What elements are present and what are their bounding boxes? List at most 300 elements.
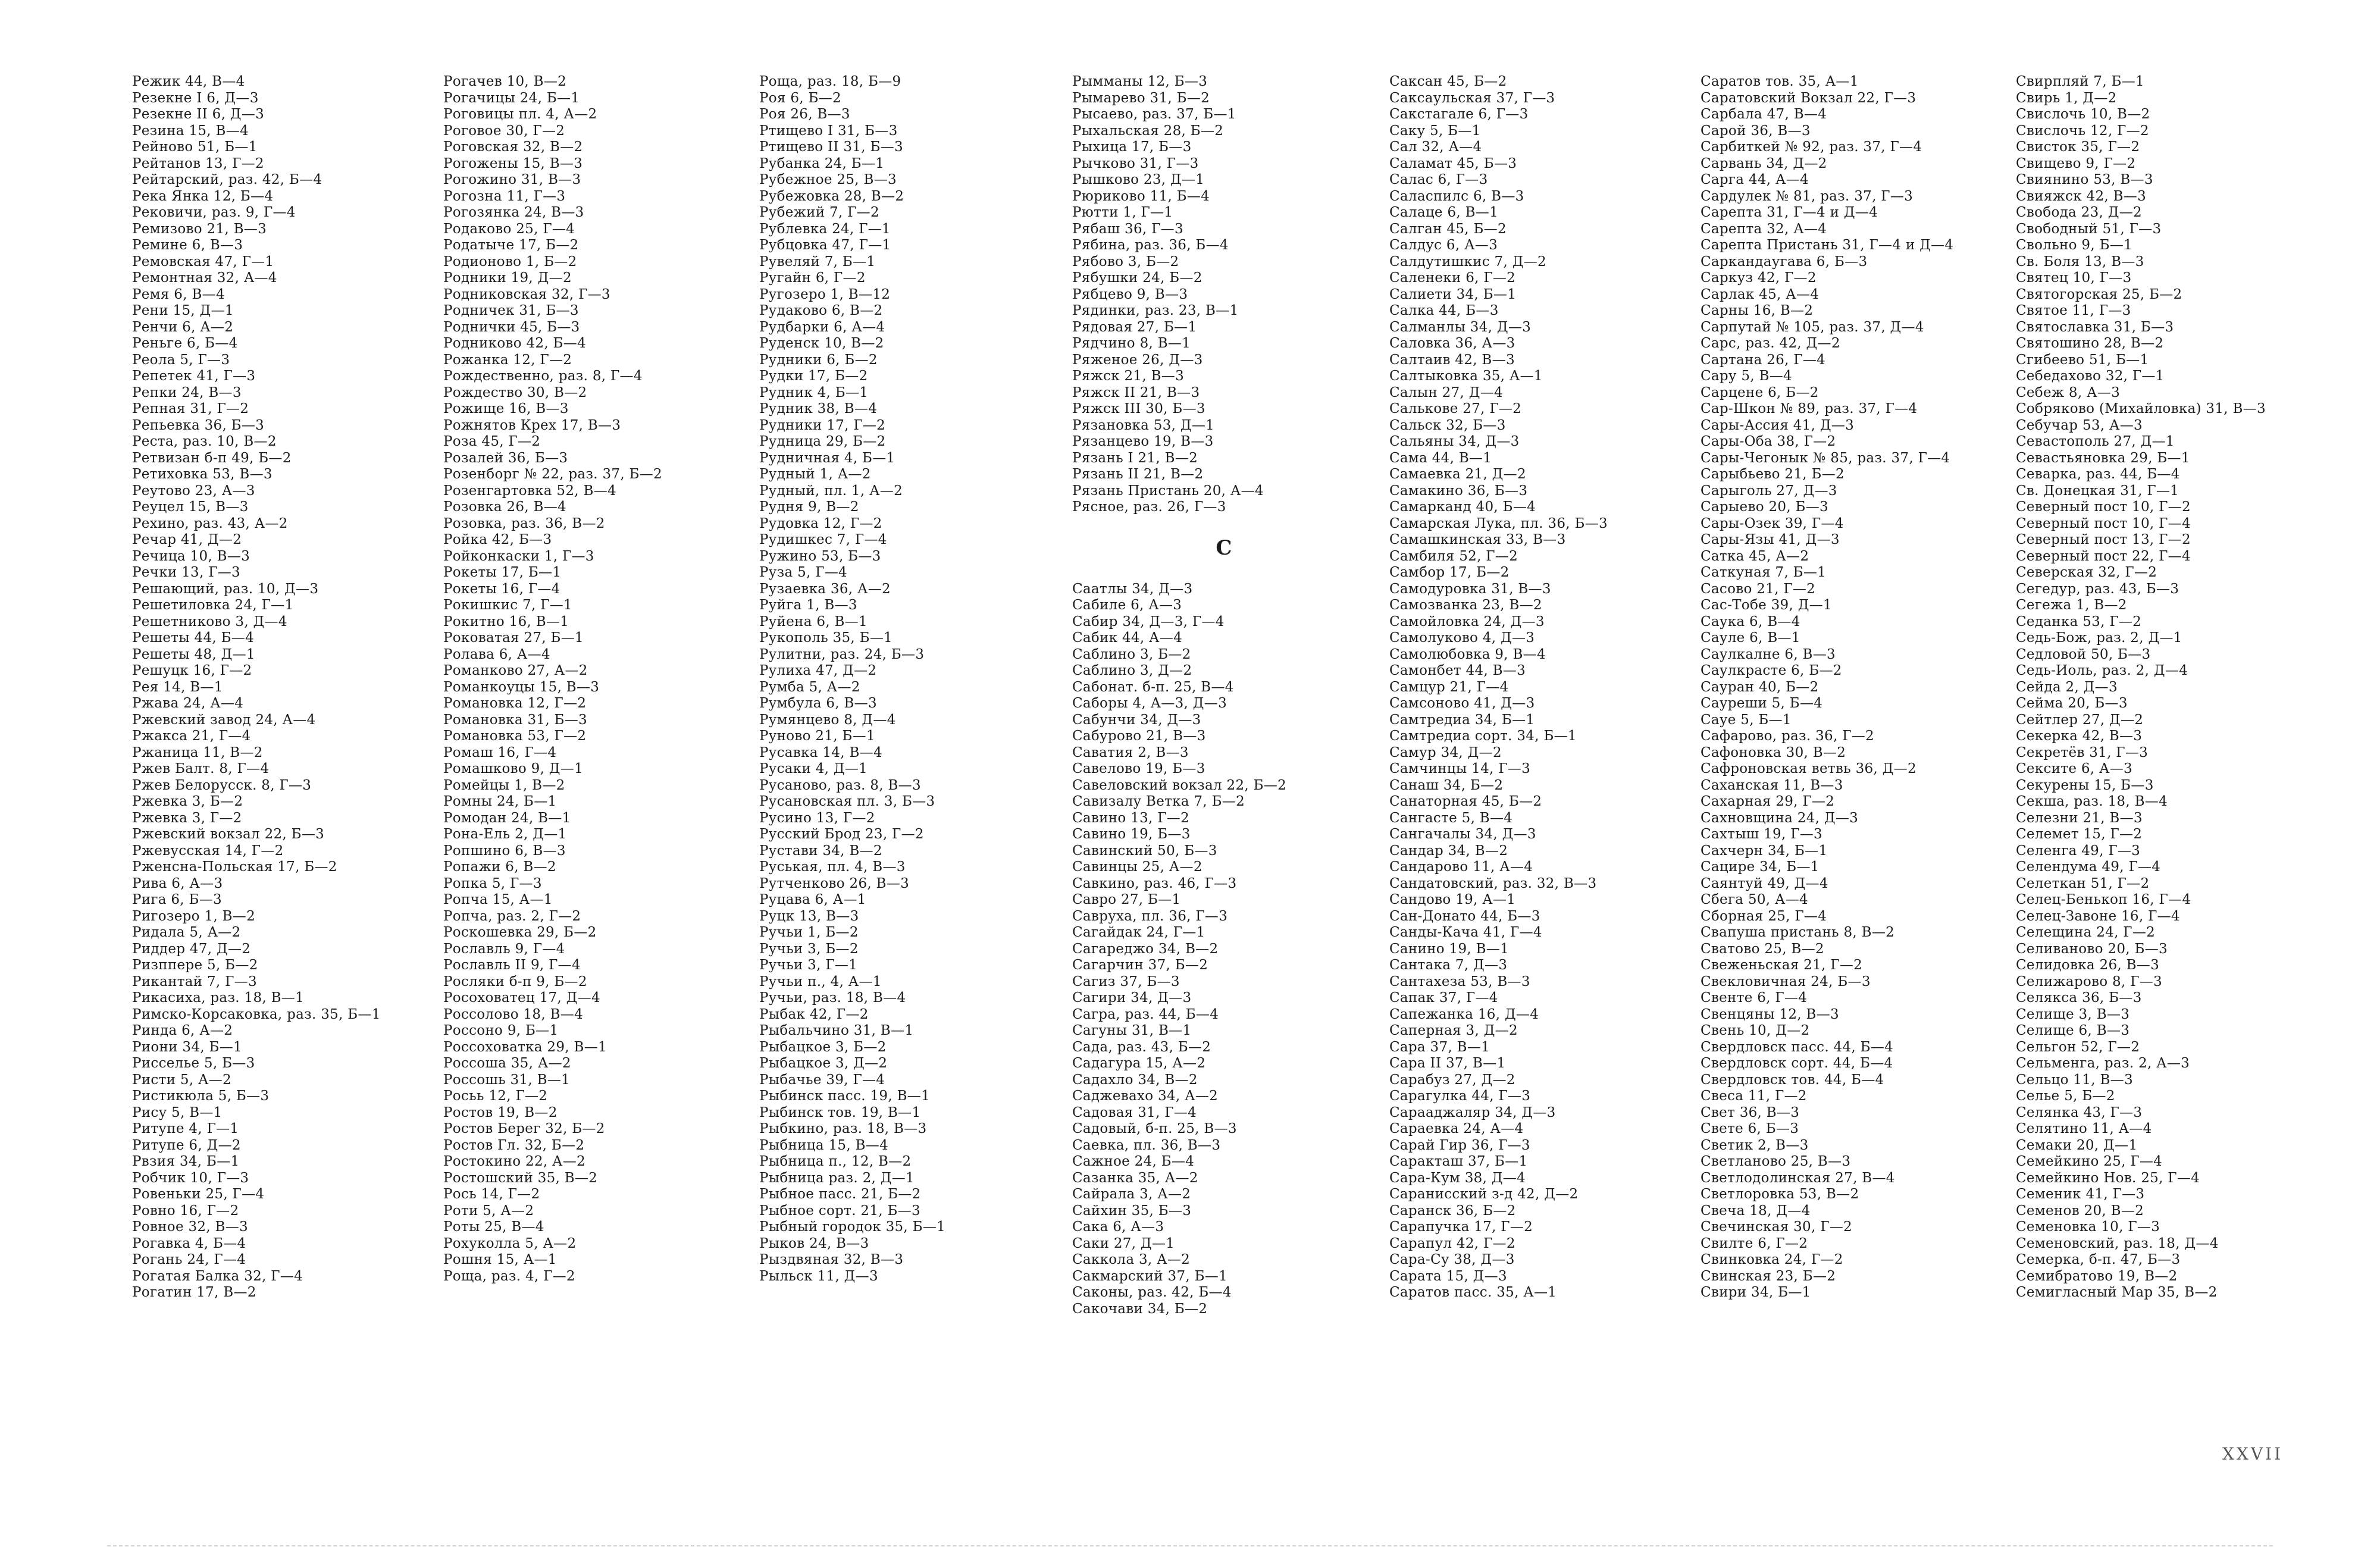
index-entry: Рыбный городок 35, Б—1 (759, 1219, 946, 1235)
index-entry: Рыхица 17, Б—3 (1072, 139, 1192, 155)
index-entry: Русино 13, Г—2 (759, 810, 875, 826)
index-entry: Северный пост 13, Г—2 (2016, 532, 2191, 547)
index-entry: Сельменга, раз. 2, А—3 (2016, 1056, 2190, 1071)
index-entry: Селиваново 20, Б—3 (2016, 941, 2168, 957)
index-entry: Свет 36, В—3 (1701, 1104, 1800, 1120)
index-entry: Сагайдак 24, Г—1 (1072, 925, 1205, 940)
index-entry: Решеты 48, Д—1 (132, 646, 255, 662)
index-entry: Сара II 37, В—1 (1389, 1056, 1506, 1071)
index-entry: Санаторная 45, Б—2 (1389, 794, 1542, 809)
index-entry: Розовка, раз. 36, В—2 (443, 515, 605, 531)
index-entry: Савизалу Ветка 7, Б—2 (1072, 794, 1245, 809)
index-entry: Рженсна-Польская 17, Б—2 (132, 859, 337, 875)
index-entry: Резекне II 6, Д—3 (132, 107, 265, 122)
index-entry: Свилте 6, Г—2 (1701, 1235, 1808, 1251)
index-entry: Ристикюла 5, Б—3 (132, 1088, 270, 1104)
index-entry: Свете 6, Б—3 (1701, 1121, 1799, 1136)
index-entry: Ростов Гл. 32, Б—2 (443, 1137, 585, 1153)
index-entry: Сакколa 3, А—2 (1072, 1252, 1191, 1267)
index-entry: Сатка 45, А—2 (1701, 548, 1809, 564)
index-entry: Селендума 49, Г—4 (2016, 859, 2161, 875)
index-entry: Свири 34, Б—1 (1701, 1285, 1811, 1300)
index-entry: Рубежий 7, Г—2 (759, 205, 879, 220)
index-entry: Свердловск тов. 44, Б—4 (1701, 1072, 1884, 1088)
index-entry: Рогожино 31, В—3 (443, 172, 581, 187)
index-entry: Сарбала 47, В—4 (1701, 107, 1827, 122)
index-entry: Сексите 6, А—3 (2016, 761, 2132, 776)
index-entry: Рязанцево 19, В—3 (1072, 434, 1214, 449)
index-entry: Саянтуй 49, Д—4 (1701, 875, 1828, 891)
index-entry: Рустави 34, В—2 (759, 843, 882, 859)
index-entry: Рудишкес 7, Г—4 (759, 532, 887, 547)
index-entry: Рябушки 24, Б—2 (1072, 270, 1202, 286)
index-entry: Рогань 24, Г—4 (132, 1252, 246, 1267)
index-entry: Рукополь 35, Б—1 (759, 630, 893, 646)
index-entry: Салас 6, Г—3 (1389, 172, 1488, 187)
index-entry: Самашкинская 33, В—3 (1389, 532, 1566, 547)
section-gap (1072, 516, 1376, 533)
index-entry: Рона-Ель 2, Д—1 (443, 826, 567, 842)
index-entry: Сарбиткей № 92, раз. 37, Г—4 (1701, 139, 1922, 155)
index-entry: Ровно 16, Г—2 (132, 1203, 239, 1219)
index-entry: Резекне I 6, Д—3 (132, 90, 259, 106)
index-entry: Сантахеза 53, В—3 (1389, 973, 1530, 990)
index-entry: Рогачев 10, В—2 (443, 74, 567, 89)
index-entry: Рохуколла 5, А—2 (443, 1235, 577, 1251)
index-entry: Садовый, б-п. 25, В—3 (1072, 1121, 1237, 1136)
index-entry: Ручьи, раз. 18, В—4 (759, 990, 906, 1006)
index-entry: Селище 3, В—3 (2016, 1006, 2130, 1022)
index-entry: Рогачицы 24, Б—1 (443, 90, 580, 106)
index-entry: Рейново 51, Б—1 (132, 139, 258, 155)
index-entry: Сарыбьево 21, Б—2 (1701, 466, 1844, 482)
index-entry: Рыбница п., 12, В—2 (759, 1154, 912, 1169)
index-entry: Рехино, раз. 43, А—2 (132, 515, 288, 531)
index-entry: Св. Донецкая 31, Г—1 (2016, 483, 2179, 499)
index-entry: Санаш 34, Б—2 (1389, 777, 1504, 793)
index-entry: Рысаево, раз. 37, Б—1 (1072, 107, 1236, 122)
index-entry: Сарепта 32, А—4 (1701, 221, 1827, 237)
index-entry: Ритупе 6, Д—2 (132, 1137, 241, 1153)
index-entry: Сарай Гир 36, Г—3 (1389, 1137, 1530, 1153)
index-entry: Селятино 11, А—4 (2016, 1121, 2152, 1136)
index-entry: Рвзия 34, Б—1 (132, 1154, 240, 1169)
index-entry: Савино 19, Б—3 (1072, 826, 1191, 842)
index-entry: Саленеки 6, Г—2 (1389, 270, 1516, 286)
index-entry: Риддер 47, Д—2 (132, 941, 251, 957)
index-entry: Рославль II 9, Г—4 (443, 957, 581, 973)
index-entry: Сара 37, В—1 (1389, 1039, 1490, 1055)
index-entry: Свердловск сорт. 44, Б—4 (1701, 1056, 1893, 1071)
index-entry: Ройка 42, Б—3 (443, 532, 552, 547)
index-entry: Ростокино 22, А—2 (443, 1154, 586, 1169)
index-entry: Себеж 8, А—3 (2016, 384, 2121, 400)
index-entry: Самодуровка 31, В—3 (1389, 581, 1551, 597)
index-entry: Сарагулка 44, Г—3 (1389, 1088, 1531, 1104)
index-entry: Роговицы пл. 4, А—2 (443, 107, 597, 122)
index-entry: Собряково (Михайловка) 31, В—3 (2016, 401, 2266, 417)
index-entry: Родниково 42, Б—4 (443, 336, 586, 351)
index-entry: Седь-Бож, раз. 2, Д—1 (2016, 630, 2182, 646)
index-entry: Самаевка 21, Д—2 (1389, 466, 1526, 482)
index-entry: Салдутишкис 7, Д—2 (1389, 253, 1546, 270)
index-entry: Сборная 25, Г—4 (1701, 908, 1827, 924)
index-entry: Семеновский, раз. 18, Д—4 (2016, 1235, 2219, 1251)
index-entry: Саласпилс 6, В—3 (1389, 188, 1524, 204)
index-entry: Сандово 19, А—1 (1389, 892, 1516, 907)
index-entry: Свеженьская 21, Г—2 (1701, 957, 1863, 973)
index-entry: Самсоново 41, Д—3 (1389, 696, 1535, 711)
index-entry: Рыбацкое 3, Д—2 (759, 1056, 888, 1071)
index-entry: Сазанка 35, А—2 (1072, 1170, 1198, 1186)
index-entry: Решающий, раз. 10, Д—3 (132, 581, 319, 597)
index-entry: Сейда 2, Д—3 (2016, 679, 2118, 695)
index-entry: Роскошевка 29, Б—2 (443, 925, 597, 940)
index-entry: Роя 26, В—3 (759, 107, 850, 122)
index-entry: Сауе 5, Б—1 (1701, 712, 1792, 728)
index-entry: Ристи 5, А—2 (132, 1072, 231, 1088)
index-entry: Рокитно 16, В—1 (443, 613, 569, 630)
index-entry: Ржевка 3, Г—2 (132, 810, 242, 826)
index-entry: Свинская 23, Б—2 (1701, 1268, 1836, 1284)
index-entry: Седь-Иоль, раз. 2, Д—4 (2016, 663, 2188, 678)
index-entry: Саратов пасс. 35, А—1 (1389, 1285, 1557, 1300)
index-entry: Ржевка 3, Б—2 (132, 794, 243, 809)
index-entry: Секша, раз. 18, В—4 (2016, 794, 2168, 809)
index-entry: Рокеты 16, Г—4 (443, 581, 560, 597)
index-entry: Сарепта 31, Г—4 и Д—4 (1701, 205, 1878, 220)
index-entry: Сахновщина 24, Д—3 (1701, 810, 1859, 826)
index-entry: Свияжск 42, В—3 (2016, 188, 2147, 204)
index-entry: Рувеляй 7, Б—1 (759, 253, 876, 270)
index-entry: Свольно 9, Б—1 (2016, 237, 2133, 253)
index-entry: Саблино 3, Б—2 (1072, 646, 1191, 662)
index-entry: Розовка 26, В—4 (443, 499, 566, 515)
index-entry: Сажное 24, Б—4 (1072, 1154, 1195, 1169)
index-entry: Рубежное 25, В—3 (759, 172, 897, 187)
index-entry: Селякса 36, Б—3 (2016, 990, 2142, 1006)
index-entry: Свекловичная 24, Б—3 (1701, 973, 1871, 990)
index-entry: Ростошский 35, В—2 (443, 1170, 598, 1186)
index-entry: Ржев Белорусск. 8, Г—3 (132, 777, 312, 793)
index-entry: Сальск 32, Б—3 (1389, 417, 1506, 433)
index-entry: Родничек 31, Б—3 (443, 303, 579, 318)
index-entry: Рубанка 24, Б—1 (759, 155, 885, 171)
index-entry: Сангасте 5, В—4 (1389, 810, 1513, 826)
index-entry: Розенгартовка 52, В—4 (443, 483, 616, 499)
index-entry: Саранисский з-д 42, Д—2 (1389, 1186, 1579, 1202)
index-entry: Сарны 16, В—2 (1701, 303, 1814, 318)
index-entry: Сахтыш 19, Г—3 (1701, 826, 1822, 842)
index-entry: Семенов 20, В—2 (2016, 1203, 2144, 1219)
index-entry: Селезни 21, В—3 (2016, 810, 2143, 826)
index-entry: Ромны 24, Б—1 (443, 794, 557, 809)
index-entry: Речар 41, Д—2 (132, 532, 242, 547)
index-entry: Савро 27, Б—1 (1072, 892, 1181, 907)
index-entry: Рива 6, А—3 (132, 875, 223, 891)
index-entry: Русский Брод 23, Г—2 (759, 826, 924, 842)
index-entry: Рославль 9, Г—4 (443, 941, 565, 957)
index-entry: Рыбальчино 31, В—1 (759, 1023, 914, 1038)
index-entry: Сабонат. б-п. 25, В—4 (1072, 679, 1234, 695)
index-entry: Ринда 6, А—2 (132, 1023, 233, 1038)
index-entry: Рени 15, Д—1 (132, 303, 234, 318)
index-entry: Сафоновка 30, В—2 (1701, 744, 1846, 760)
index-entry: Речица 10, В—3 (132, 548, 250, 564)
index-entry: Семигласный Мар 35, В—2 (2016, 1285, 2218, 1300)
index-entry: Себучар 53, А—3 (2016, 417, 2143, 433)
index-entry: Сапежанка 16, Д—4 (1389, 1006, 1539, 1022)
index-entry: Северный пост 22, Г—4 (2016, 548, 2191, 564)
index-entry: Сгибеево 51, Б—1 (2016, 352, 2149, 368)
index-entry: Рымарево 31, Б—2 (1072, 90, 1210, 106)
index-column-2 (443, 74, 747, 1285)
index-entry: Рышково 23, Д—1 (1072, 172, 1205, 187)
index-entry: Роща, раз. 18, Б—9 (759, 74, 901, 89)
index-entry: Рыльск 11, Д—3 (759, 1268, 878, 1284)
index-entry: Самбор 17, Б—2 (1389, 565, 1510, 580)
index-entry: Русановская пл. 3, Б—3 (759, 794, 935, 809)
index-entry: Савкино, раз. 46, Г—3 (1072, 875, 1237, 891)
index-entry: Ропка 5, Г—3 (443, 875, 542, 891)
index-entry: Сакстагале 6, Г—3 (1389, 107, 1529, 122)
index-entry: Рыбница 15, В—4 (759, 1137, 889, 1153)
index-entry: Ремине 6, В—3 (132, 237, 243, 253)
index-entry: Ретиховка 53, В—3 (132, 466, 273, 482)
index-entry: Сандар 34, В—2 (1389, 843, 1508, 859)
index-entry: Севарка, раз. 44, Б—4 (2016, 466, 2180, 482)
index-entry: Рудный 1, А—2 (759, 466, 871, 482)
index-entry: Ризппере 5, Б—2 (132, 957, 258, 973)
index-entry: Рудовка 12, Г—2 (759, 515, 882, 531)
index-entry: Рязань Пристань 20, А—4 (1072, 483, 1264, 499)
index-entry: Сарепта Пристань 31, Г—4 и Д—4 (1701, 237, 1954, 253)
index-entry: Русаново, раз. 8, В—3 (759, 777, 921, 793)
index-entry: Розалей 36, Б—3 (443, 450, 568, 466)
index-entry: Сарвань 34, Д—2 (1701, 155, 1827, 171)
index-entry: Ростов 19, В—2 (443, 1104, 558, 1120)
index-entry: Селижарово 8, Г—3 (2016, 973, 2162, 990)
index-entry: Роза 45, Г—2 (443, 434, 541, 449)
index-entry: Рось 14, Г—2 (443, 1186, 540, 1202)
index-entry: Салдус 6, А—3 (1389, 237, 1498, 253)
index-entry: Святославка 31, Б—3 (2016, 319, 2174, 335)
index-entry: Саркандаугава 6, Б—3 (1701, 253, 1868, 270)
index-entry: Санды-Кача 41, Г—4 (1389, 925, 1542, 940)
index-entry: Ручьи п., 4, А—1 (759, 973, 882, 990)
index-entry: Решетиловка 24, Г—1 (132, 597, 294, 613)
index-entry: Самозванка 23, В—2 (1389, 597, 1542, 613)
index-entry: Сара-Кум 38, Д—4 (1389, 1170, 1526, 1186)
index-entry: Росоховатец 17, Д—4 (443, 990, 600, 1006)
index-entry: Саксан 45, Б—2 (1389, 74, 1507, 89)
index-entry: Ругайн 6, Г—2 (759, 270, 866, 286)
index-entry: Сары-Язы 41, Д—3 (1701, 532, 1840, 547)
index-entry: Репетек 41, Г—3 (132, 368, 256, 384)
index-entry: Свободный 51, Г—3 (2016, 221, 2162, 237)
index-entry: Роговская 32, В—2 (443, 139, 583, 155)
index-entry: Сарыголь 27, Д—3 (1701, 483, 1837, 499)
index-entry: Рябово 3, Б—2 (1072, 253, 1179, 270)
index-entry: Робчик 10, Г—3 (132, 1170, 249, 1186)
index-entry: Румянцево 8, Д—4 (759, 712, 896, 728)
index-entry: Ртищево I 31, Б—3 (759, 123, 898, 139)
index-entry: Саркуз 42, Г—2 (1701, 270, 1817, 286)
index-entry: Руцк 13, В—3 (759, 908, 859, 924)
index-entry: Сакмарский 37, Б—1 (1072, 1268, 1228, 1284)
index-entry: Секретёв 31, Г—3 (2016, 744, 2149, 760)
index-entry: Сальяны 34, Д—3 (1389, 434, 1520, 449)
index-entry: Рядовая 27, Б—1 (1072, 319, 1197, 335)
index-entry: Сары-Оба 38, Г—2 (1701, 434, 1836, 449)
index-entry: Рогатая Балка 32, Г—4 (132, 1268, 303, 1284)
index-entry: Сельцо 11, В—3 (2016, 1072, 2133, 1088)
index-entry: Саулкалне 6, В—3 (1701, 646, 1836, 662)
index-entry: Сапак 37, Г—4 (1389, 990, 1498, 1006)
index-entry: Сартана 26, Г—4 (1701, 352, 1826, 368)
index-entry: Ручьи 1, Б—2 (759, 925, 859, 940)
index-entry: Свенцяны 12, В—3 (1701, 1006, 1839, 1022)
index-entry: Рейтарский, раз. 42, Б—4 (132, 172, 322, 187)
index-entry: Ропча 15, А—1 (443, 892, 553, 907)
index-entry: Саткуная 7, Б—1 (1701, 565, 1827, 580)
index-entry: Сандатовский, раз. 32, В—3 (1389, 875, 1597, 891)
index-entry: Рудничная 4, Б—1 (759, 450, 895, 466)
index-entry: Решуцк 16, Г—2 (132, 663, 252, 678)
index-entry: Саатлы 34, Д—3 (1072, 581, 1193, 597)
index-entry: Рыздвяная 32, В—3 (759, 1252, 904, 1267)
index-entry: Сарлак 45, А—4 (1701, 286, 1820, 302)
index-entry: Ряжск II 21, В—3 (1072, 384, 1200, 400)
index-entry: Руцава 6, А—1 (759, 892, 866, 907)
index-entry: Ровное 32, В—3 (132, 1219, 248, 1235)
index-entry: Сандарово 11, А—4 (1389, 859, 1533, 875)
index-entry: Сарапучка 17, Г—2 (1389, 1219, 1533, 1235)
index-entry: Рогатин 17, В—2 (132, 1285, 256, 1300)
index-entry: Россоша 35, А—2 (443, 1056, 571, 1071)
index-entry: Садовая 31, Г—4 (1072, 1104, 1197, 1120)
index-entry: Ряжск III 30, Б—3 (1072, 401, 1205, 417)
index-entry: Свечинская 30, Г—2 (1701, 1219, 1852, 1235)
index-entry: Саку 5, Б—1 (1389, 123, 1481, 139)
index-entry: Рикантай 7, Г—3 (132, 973, 257, 990)
bottom-rule (107, 1545, 2273, 1548)
index-entry: Роя 6, Б—2 (759, 90, 841, 106)
index-entry: Росляки б-п 9, Б—2 (443, 973, 587, 990)
index-entry: Рековичи, раз. 9, Г—4 (132, 205, 296, 220)
index-entry: Седанка 53, Г—2 (2016, 613, 2142, 630)
index-entry: Сараевка 24, А—4 (1389, 1121, 1524, 1136)
index-entry: Рулиха 47, Д—2 (759, 663, 877, 678)
index-column-3 (759, 74, 1063, 1285)
index-entry: Секерка 42, В—3 (2016, 728, 2143, 744)
index-entry: Руськая, пл. 4, В—3 (759, 859, 906, 875)
index-entry: Самолюбовка 9, В—4 (1389, 646, 1546, 662)
index-entry: Ролава 6, А—4 (443, 646, 550, 662)
index-entry: Романкоуцы 15, В—3 (443, 679, 600, 695)
index-entry: Севастополь 27, Д—1 (2016, 434, 2175, 449)
index-entry: Рудбарки 6, А—4 (759, 319, 885, 335)
index-entry: Россолово 18, В—4 (443, 1006, 584, 1022)
index-entry: Рублевка 24, Г—1 (759, 221, 891, 237)
index-entry: Рубцовка 47, Г—1 (759, 237, 891, 253)
index-entry: Ржевусская 14, Г—2 (132, 843, 284, 859)
index-entry: Родаково 25, Г—4 (443, 221, 575, 237)
index-entry: Сабик 44, А—4 (1072, 630, 1183, 646)
index-entry: Саперная 3, Д—2 (1389, 1023, 1518, 1038)
index-entry: Сардулек № 81, раз. 37, Г—3 (1701, 188, 1914, 204)
index-entry: Салтаив 42, В—3 (1389, 352, 1515, 368)
index-entry: Самолуково 4, Д—3 (1389, 630, 1535, 646)
index-entry: Роща, раз. 4, Г—2 (443, 1268, 575, 1284)
index-entry: Ромашково 9, Д—1 (443, 761, 584, 776)
index-entry: Себедахово 32, Г—1 (2016, 368, 2165, 384)
index-entry: Саки 27, Д—1 (1072, 1235, 1175, 1251)
index-entry: Сабунчи 34, Д—3 (1072, 712, 1201, 728)
index-entry: Рябина, раз. 36, Б—4 (1072, 237, 1229, 253)
index-entry: Ржев Балт. 8, Г—4 (132, 761, 270, 776)
index-entry: Рожище 16, В—3 (443, 401, 569, 417)
index-entry: Светланово 25, В—3 (1701, 1154, 1851, 1169)
index-entry: Савеловский вокзал 22, Б—2 (1072, 777, 1287, 793)
index-column-1 (132, 74, 436, 1301)
index-entry: Реуцел 15, В—3 (132, 499, 249, 515)
index-entry: Рогозянка 24, В—3 (443, 205, 584, 220)
index-entry: Рогожены 15, В—3 (443, 155, 583, 171)
index-entry: Руденск 10, В—2 (759, 336, 884, 351)
index-entry: Рыков 24, В—3 (759, 1235, 869, 1251)
index-entry: Рютти 1, Г—1 (1072, 205, 1173, 220)
index-entry: Саламат 45, Б—3 (1389, 155, 1517, 171)
index-entry: Рудник 38, В—4 (759, 401, 878, 417)
index-entry: Семейкино Нов. 25, Г—4 (2016, 1170, 2200, 1186)
index-entry: Саратовский Вокзал 22, Г—3 (1701, 90, 1916, 106)
index-entry: Роты 25, В—4 (443, 1219, 544, 1235)
index-entry: Сарс, раз. 42, Д—2 (1701, 336, 1840, 351)
index-entry: Самойловка 24, Д—3 (1389, 613, 1545, 630)
index-entry: Рыбинск пасс. 19, В—1 (759, 1088, 931, 1104)
index-entry: Сагиз 37, Б—3 (1072, 973, 1180, 990)
index-entry: Садагура 15, А—2 (1072, 1056, 1206, 1071)
index-entry: Рошня 15, А—1 (443, 1252, 557, 1267)
index-entry: Сарой 36, В—3 (1701, 123, 1811, 139)
index-entry: Россоховатка 29, В—1 (443, 1039, 607, 1055)
index-entry: Сас-Тобе 39, Д—1 (1701, 597, 1832, 613)
index-entry: Ройконкаски 1, Г—3 (443, 548, 594, 564)
index-entry: Свинковка 24, Г—2 (1701, 1252, 1843, 1267)
index-entry: Ручьи 3, Б—2 (759, 941, 859, 957)
index-entry: Селье 5, Б—2 (2016, 1088, 2115, 1104)
index-entry: Родионово 1, Б—2 (443, 253, 577, 270)
index-entry: Свень 10, Д—2 (1701, 1023, 1810, 1038)
index-column-7 (2016, 74, 2319, 1301)
index-entry: Свобода 23, Д—2 (2016, 205, 2142, 220)
index-entry: Свирь 1, Д—2 (2016, 90, 2117, 106)
index-entry: Ровеньки 25, Г—4 (132, 1186, 265, 1202)
index-entry: Рудки 17, Б—2 (759, 368, 868, 384)
index-entry: Родники 19, Д—2 (443, 270, 572, 286)
index-entry: Родатыче 17, Б—2 (443, 237, 579, 253)
index-entry: Сегедур, раз. 43, Б—3 (2016, 581, 2179, 597)
index-entry: Самцур 21, Г—4 (1389, 679, 1509, 695)
section-gap (1072, 565, 1376, 581)
index-entry: Ржакса 21, Г—4 (132, 728, 251, 744)
index-entry: Родниковская 32, Г—3 (443, 286, 610, 302)
index-entry: Рыбацкое 3, Б—2 (759, 1039, 887, 1055)
index-entry: Сарааджаляр 34, Д—3 (1389, 1104, 1556, 1120)
index-entry: Романовка 12, Г—2 (443, 696, 587, 711)
index-entry: Селещина 24, Г—2 (2016, 925, 2156, 940)
